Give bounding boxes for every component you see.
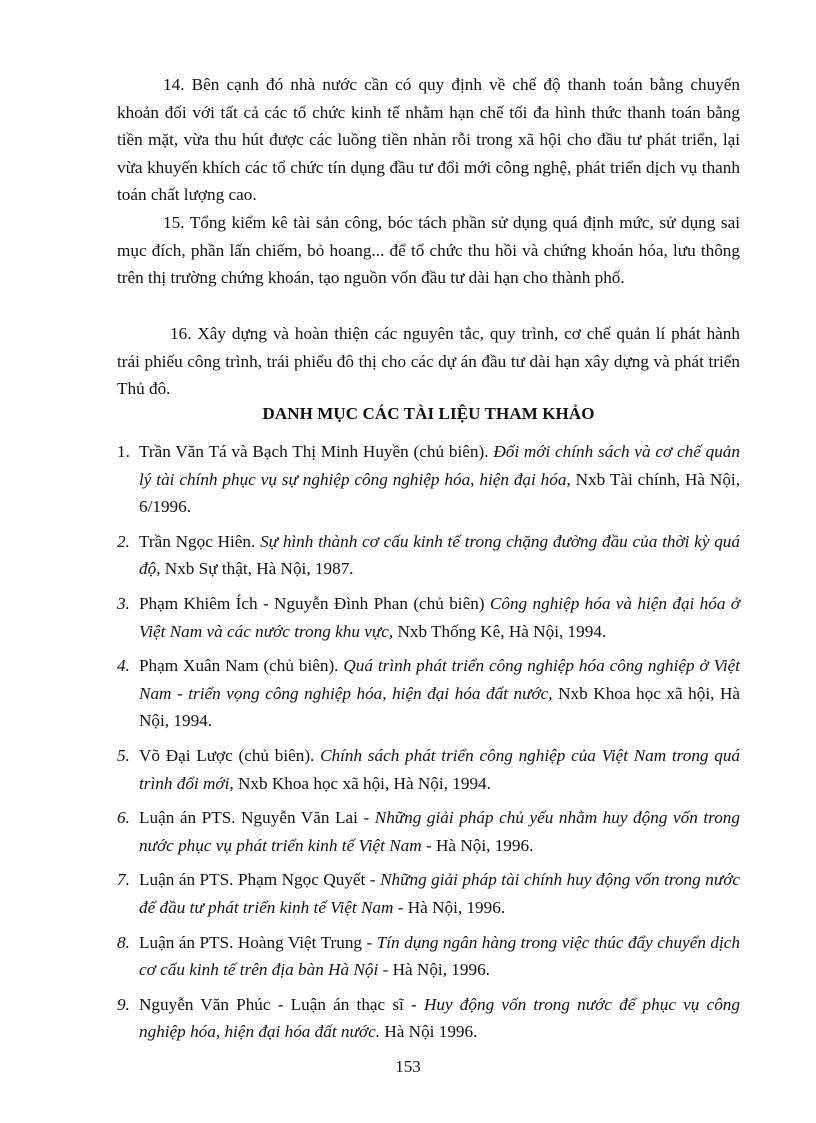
- reference-title: Công nghiệp hóa và hiện đại hóa ở Việt Nam và các nước trong khu vực,: [139, 593, 740, 641]
- reference-publisher: Nxb Thống Kê, Hà Nội, 1994.: [393, 621, 607, 641]
- reference-author: Luận án PTS. Hoàng Việt Trung -: [139, 932, 377, 952]
- paragraph-14: 14. Bên cạnh đó nhà nước cần có quy định về chế độ thanh toán bằng chuyển khoản đối với tất cả các tổ chức kinh tế nhằm hạn chế tối đa hình thức thanh toán bằng tiền mặt, vừa thu hút được các luồng tiền nhàn rỗi trong xã hội cho đầu tư phát triển, lại vừa khuyến khích các tổ chức tín dụng đầu tư đổi mới công nghệ, phát triển dịch vụ thanh toán chất lượng cao.: [117, 75, 740, 205]
- reference-number: 8.: [117, 932, 130, 952]
- reference-title: Quá trình phát triển công nghiệp hóa công nghiệp ở Việt Nam - triển vọng công nghiệp hóa, hiện đại hóa đất nước,: [139, 656, 740, 703]
- reference-item: [117, 652, 740, 735]
- reference-title: Chính sách phát triển công nghiệp của Việt Nam trong quá trình đổi mới,: [139, 745, 741, 793]
- reference-item: [117, 991, 740, 1046]
- reference-author: Võ Đại Lược (chủ biên).: [139, 745, 321, 765]
- reference-number: 6.: [117, 808, 130, 828]
- references-list: [117, 438, 740, 1053]
- reference-publisher: Nxb Tài chính, Hà Nội, 6/1996.: [139, 469, 740, 517]
- reference-publisher: - Hà Nội, 1996.: [393, 897, 506, 917]
- reference-title: Những giải pháp tài chính huy động vốn trong nước để đầu tư phát triển kinh tế Việt Nam: [139, 870, 740, 917]
- reference-author: Phạm Khiêm Ích - Nguyễn Đình Phan (chủ biên): [139, 593, 490, 613]
- reference-author: Luận án PTS. Nguyễn Văn Lai -: [139, 808, 375, 828]
- reference-title: Sự hình thành cơ cấu kinh tế trong chặng đường đầu của thời kỳ quá độ,: [139, 531, 740, 579]
- reference-number: 4.: [117, 656, 130, 676]
- reference-item: [117, 866, 740, 921]
- reference-number: 9.: [117, 994, 130, 1014]
- reference-author: Phạm Xuân Nam (chủ biên).: [139, 656, 344, 676]
- reference-item: [117, 804, 740, 859]
- reference-publisher: Nxb Khoa học xã hội, Hà Nội, 1994.: [233, 773, 491, 793]
- paragraph-15: 15. Tổng kiểm kê tài sản công, bóc tách phần sử dụng quá định mức, sử dụng sai mục đích, phần lấn chiếm, bỏ hoang... để tổ chức thu hồi và chứng khoán hóa, lưu thông trên thị trường chứng khoán, tạo nguồn vốn đầu tư dài hạn cho thành phố.: [117, 213, 740, 288]
- page-number: 153: [395, 1057, 421, 1076]
- reference-number: 3.: [117, 593, 130, 613]
- reference-publisher: Nxb Sự thật, Hà Nội, 1987.: [160, 559, 354, 579]
- reference-author: Trần Văn Tá và Bạch Thị Minh Huyền (chủ biên).: [139, 442, 494, 461]
- reference-title: Huy động vốn trong nước để phục vụ công nghiệp hóa, hiện đại hóa đất nước.: [139, 994, 740, 1042]
- reference-author: Luận án PTS. Phạm Ngọc Quyết -: [139, 870, 381, 890]
- reference-title: Đổi mới chính sách và cơ chế quản lý tài chính phục vụ sự nghiệp công nghiệp hóa, hiện đại hóa,: [139, 442, 740, 489]
- reference-number: 5.: [117, 745, 130, 765]
- reference-author: Nguyễn Văn Phúc - Luận án thạc sĩ -: [139, 994, 424, 1014]
- reference-item: [117, 438, 740, 521]
- reference-number: 7.: [117, 870, 130, 890]
- reference-author: Trần Ngọc Hiên.: [139, 531, 261, 551]
- reference-publisher: Nxb Khoa học xã hội, Hà Nội, 1994.: [139, 683, 740, 731]
- reference-item: [117, 742, 740, 797]
- reference-title: Tín dụng ngân hàng trong việc thúc đẩy chuyển dịch cơ cấu kinh tế trên địa bàn Hà Nội: [139, 932, 740, 980]
- references-heading: DANH MỤC CÁC TÀI LIỆU THAM KHẢO: [262, 404, 595, 423]
- reference-number: 1.: [117, 442, 130, 461]
- reference-item: [117, 528, 740, 583]
- reference-item: [117, 929, 740, 984]
- reference-publisher: Hà Nội 1996.: [380, 1022, 478, 1042]
- reference-publisher: - Hà Nội, 1996.: [421, 835, 534, 855]
- reference-number: 2.: [117, 531, 130, 551]
- reference-item: [117, 590, 740, 645]
- reference-title: Những giải pháp chủ yếu nhằm huy động vốn trong nước phục vụ phát triển kinh tế Việt Nam: [139, 808, 740, 855]
- paragraph-16: 16. Xây dựng và hoàn thiện các nguyên tắc, quy trình, cơ chế quản lí phát hành trái phiếu công trình, trái phiếu đô thị cho các dự án đầu tư dài hạn xây dựng và phát triển Thủ đô.: [117, 324, 740, 399]
- reference-publisher: - Hà Nội, 1996.: [378, 960, 490, 980]
